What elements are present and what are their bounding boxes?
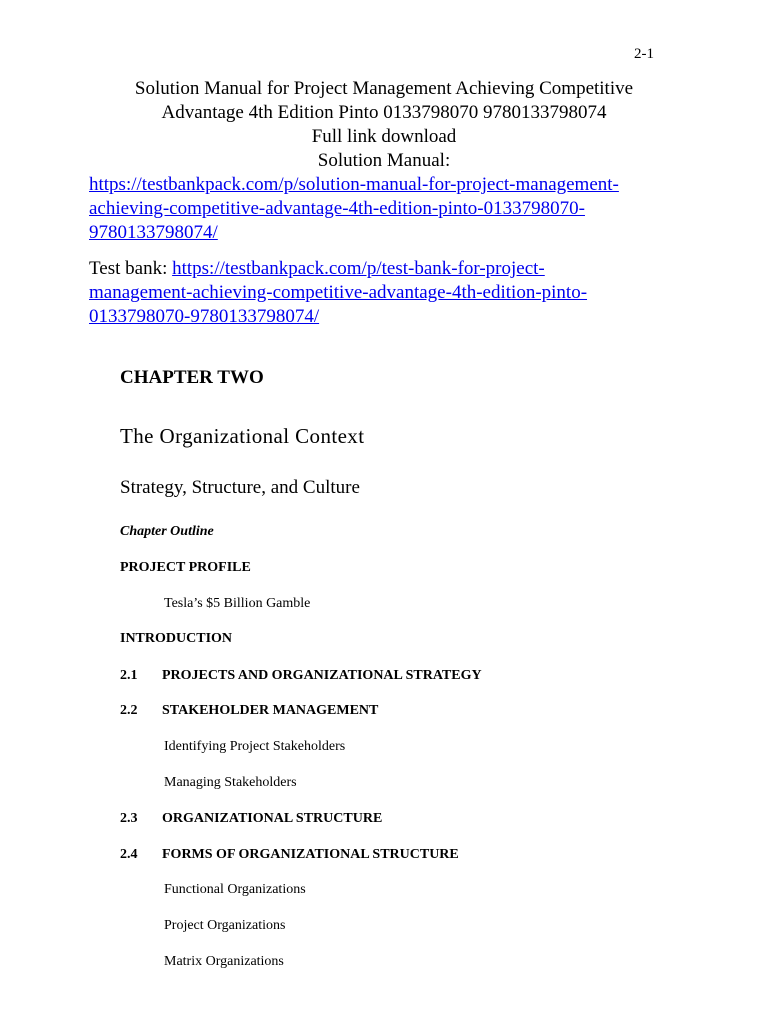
page-number: 2-1 [634,46,654,62]
test-bank-block [89,257,669,329]
chapter-subtitle: Strategy, Structure, and Culture [120,477,360,498]
section-number: 2.1 [120,668,138,683]
section-number: 2.2 [120,703,138,718]
section-title: FORMS OF ORGANIZATIONAL STRUCTURE [162,847,459,862]
solution-url-line[interactable]: achieving-competitive-advantage-4th-edition-pinto-0133798070- [89,198,585,219]
section-title: ORGANIZATIONAL STRUCTURE [162,811,383,826]
outline-introduction: INTRODUCTION [120,631,233,646]
outline-subitem: Matrix Organizations [164,954,284,969]
test-bank-url-line[interactable]: https://testbankpack.com/p/test-bank-for-project- [172,258,545,279]
section-title: PROJECTS AND ORGANIZATIONAL STRATEGY [162,668,482,683]
outline-section-2-1 [120,667,482,685]
outline-section-2-4 [120,846,459,864]
document-title [0,77,768,173]
section-number: 2.3 [120,811,138,826]
chapter-outline-label: Chapter Outline [120,524,214,539]
title-line: Advantage 4th Edition Pinto 0133798070 9780133798074 [161,102,607,123]
title-line: Solution Manual for Project Management Achieving Competitive [134,78,634,99]
outline-subitem: Identifying Project Stakeholders [164,739,346,754]
chapter-heading: CHAPTER TWO [120,367,264,388]
outline-subitem: Tesla’s $5 Billion Gamble [164,596,311,611]
section-title: STAKEHOLDER MANAGEMENT [162,703,379,718]
test-bank-url-line[interactable]: management-achieving-competitive-advantage-4th-edition-pinto- [89,282,588,303]
title-line: Full link download [311,126,457,147]
test-bank-url-line[interactable]: 0133798070-9780133798074/ [89,306,320,327]
outline-subitem: Managing Stakeholders [164,775,297,790]
test-bank-label: Test bank: [89,258,173,279]
solution-url-line[interactable]: 9780133798074/ [89,222,218,243]
solution-manual-link[interactable] [89,173,669,245]
solution-url-line[interactable]: https://testbankpack.com/p/solution-manual-for-project-management- [89,174,619,195]
outline-section-2-2 [120,702,378,720]
title-line: Solution Manual: [317,150,451,171]
outline-subitem: Project Organizations [164,918,286,933]
section-number: 2.4 [120,847,138,862]
outline-section-2-3 [120,810,382,828]
outline-subitem: Functional Organizations [164,882,306,897]
outline-project-profile: PROJECT PROFILE [120,560,251,575]
chapter-title: The Organizational Context [120,424,365,448]
